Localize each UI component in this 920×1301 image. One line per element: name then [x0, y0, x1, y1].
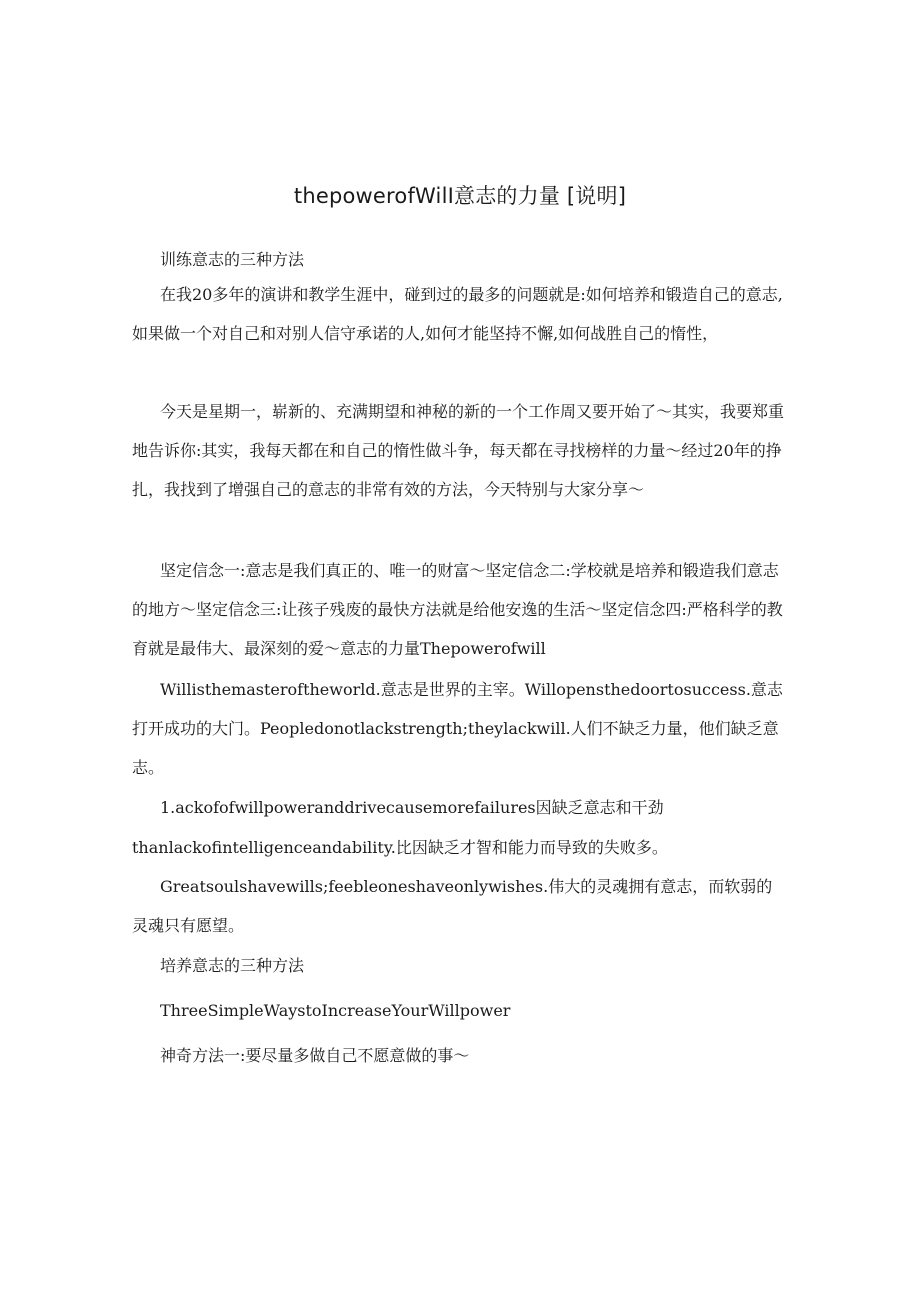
paragraph-method-one: 神奇方法一:要尽量多做自己不愿意做的事～ [160, 1046, 470, 1065]
paragraph-lack-of-willpower: 1.ackofofwillpoweranddrivecausemorefailures因缺乏意志和干劲 [160, 798, 664, 817]
paragraph-than-lack-of-intelligence: thanlackofintelligenceandability.比因缺乏才智和能力而导致的失败多。 [132, 838, 668, 857]
paragraph-beliefs: 坚定信念一:意志是我们真正的、唯一的财富～坚定信念二:学校就是培养和锻造我们意志的地方～坚定信念三:让孩子残废的最快方法就是给他安逸的生活～坚定信念四:严格科学的教育就是最伟大、最深刻的爱～意志的力量Thepowerofwill [132, 561, 783, 658]
paragraph-intro-question: 在我20多年的演讲和教学生涯中，碰到过的最多的问题就是:如何培养和锻造自己的意志,如果做一个对自己和对别人信守承诺的人,如何才能坚持不懈,如何战胜自己的惰性， [132, 285, 783, 343]
paragraph-three-simple-ways: ThreeSimpleWaystoIncreaseYourWillpower [160, 1001, 511, 1020]
paragraph-will-master: Willisthemasteroftheworld.意志是世界的主宰。Willopensthedoortosuccess.意志打开成功的大门。Peopledonotlackstrength;theylackwill.人们不缺乏力量，他们缺乏意志。 [132, 680, 783, 777]
document-title: thepowerofWilI意志的力量 [说明] [293, 184, 627, 208]
paragraph-training-methods-heading: 训练意志的三种方法 [160, 250, 305, 269]
paragraph-monday: 今天是星期一，崭新的、充满期望和神秘的新的一个工作周又要开始了～其实，我要郑重地告诉你:其实，我每天都在和自己的惰性做斗争，每天都在寻找榜样的力量～经过20年的挣扎，我找到了增强自己的意志的非常有效的方法，今天特别与大家分享～ [132, 402, 785, 499]
paragraph-great-souls: Greatsoulshavewills;feebleoneshaveonlywishes.伟大的灵魂拥有意志，而软弱的灵魂只有愿望。 [132, 877, 773, 935]
paragraph-cultivation-methods-heading: 培养意志的三种方法 [160, 956, 305, 975]
